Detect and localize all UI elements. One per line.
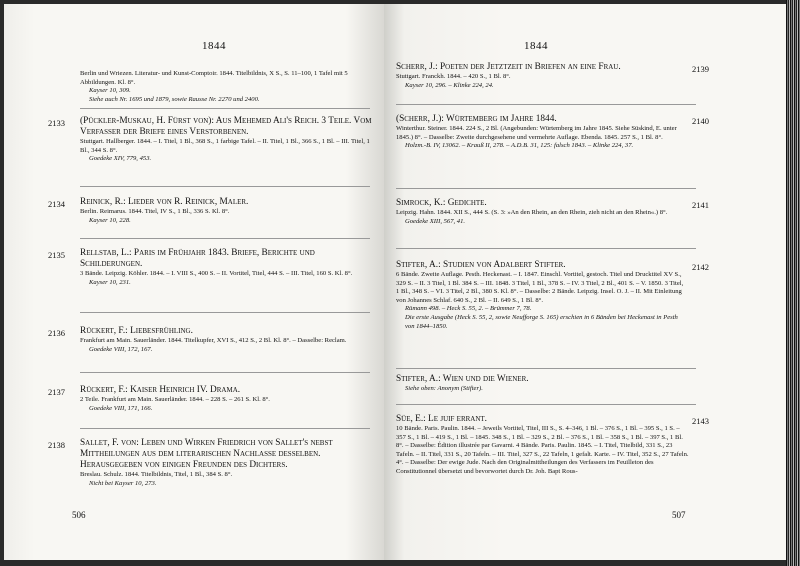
entry-2139 — [396, 62, 684, 90]
entry-divider — [80, 372, 370, 373]
entry-2137 — [80, 385, 372, 413]
entry-reference: Holzm.-B. IV, 13062. – Krauß II, 278. – A.D.B. 31, 125: falsch 1843. – Klinke 224, 37. — [405, 142, 634, 150]
entry-stifter-wien — [396, 374, 688, 394]
entry-reference: Siehe auch Nr. 1695 und 1879, sowie Rausse Nr. 2270 und 2400. — [89, 95, 260, 103]
left-page — [4, 4, 384, 560]
entry-number: 2143 — [692, 416, 709, 426]
entry-number: 2139 — [692, 64, 709, 74]
entry-reference: Kayser 10, 309. — [89, 87, 131, 95]
entry-reference: Goedeke VIII, 171, 166. — [89, 404, 153, 412]
entry-title: (Scherr, J.): Würtemberg im Jahre 1844. — [396, 114, 557, 124]
entry-reference: Siehe oben: Anonym (Stifter). — [405, 385, 483, 392]
entry-reference: Nicht bei Kayser 10, 273. — [89, 479, 157, 487]
entry-imprint: Frankfurt am Main. Sauerländer. 1844. Titelkupfer, XVI S., 412 S., 2 Bl. Kl. 8°. – Dasselbe: Reclam. — [80, 337, 347, 344]
book-edge — [786, 0, 800, 566]
entry-imprint: Leipzig. Hahn. 1844. XII S., 444 S. (S. 3: »An den Rhein, an den Rhein, zieh nicht an den Rhein«.) 8°. — [396, 209, 668, 216]
entry-title: Rellstab, L.: Paris im Frühjahr 1843. Briefe, Berichte und Schilderungen. — [80, 248, 315, 269]
entry-imprint: 6 Bände. Zweite Auflage. Pesth. Heckenast. – I. 1847. Einschl. Vortitel, gestoch. Titel und Drucktitel XV S., 329 S. – II. 3 Titel, 1 Bl. 384 S. – III. 1848. 3 Titel, 1 Bl., 378 S. – IV. 3 Titel, 2 Bl., 401 S. – V. 1850. 3 Titel, 1 Bl., 348 S. – VI. 3 Titel, 2 Bl., 380 S. Kl. 8°. – Dasselbe: 2 Bände. Leipzig. Insel. O. J. – II. Mit Einleitung von Johannes Schlaf. 640 S., 2 Bl. – II. 649 S., 1 Bl. 8°. — [396, 271, 684, 304]
entry-2138 — [80, 438, 374, 488]
entry-2133 — [80, 116, 372, 164]
entry-divider — [396, 404, 696, 405]
entry-reference: Kayser 10, 296. – Klinke 224, 24. — [405, 81, 494, 89]
entry-2134 — [80, 197, 372, 225]
entry-2135 — [80, 248, 374, 287]
entry-reference: Goedeke VIII, 172, 167. — [89, 345, 153, 353]
entry-number: 2140 — [692, 116, 709, 126]
entry-imprint: Berlin. Reimarus. 1844. Titel, IV S., 1 Bl., 336 S. Kl. 8°. — [80, 208, 230, 215]
entry-imprint: Winterthur. Steiner. 1844. 224 S., 2 Bl. (Angebunden: Würtemberg im Jahre 1845. Siehe Süskind, E. unter 1845.) 8°. – Dasselbe: Zweite durchgesehene und vermehrte Auflage. Ebenda. 1845. 257 S., 1 Bl. 8°. — [396, 125, 677, 141]
entry-imprint: Stuttgart. Franckh. 1844. – 420 S., 1 Bl. 8°. — [396, 73, 511, 80]
entry-reference: Goedeke XIII, 567, 41. — [405, 217, 466, 225]
entry-divider — [80, 428, 370, 429]
entry-number: 2138 — [48, 440, 65, 450]
entry-title: Stifter, A.: Studien von Adalbert Stifter. — [396, 260, 566, 270]
entry-2136 — [80, 326, 372, 354]
entry-title: Rückert, F.: Kaiser Heinrich IV. Drama. — [80, 385, 241, 395]
entry-2140 — [396, 114, 688, 151]
entry-number: 2142 — [692, 262, 709, 272]
entry-reference: Die erste Ausgabe (Heck S. 55, 2, sowie Neufforge S. 165) erschien in 6 Bänden bei Heckenast in Pesth von 1844–1850. — [405, 313, 678, 330]
entry-title: Reinick, R.: Lieder von R. Reinick, Maler. — [80, 197, 249, 207]
entry-title: Simrock, K.: Gedichte. — [396, 198, 487, 208]
entry-2141 — [396, 198, 688, 226]
right-page — [384, 4, 790, 560]
entry-reference: Rümann 498. – Heck S. 55, 2. – Brümmer 7, 78. — [405, 305, 532, 313]
entry-divider — [396, 368, 696, 369]
entry-number: 2137 — [48, 387, 65, 397]
entry-imprint: 2 Teile. Frankfurt am Main. Sauerländer. 1844. – 228 S. – 261 S. Kl. 8°. — [80, 396, 270, 403]
entry-reference: Kayser 10, 228. — [89, 216, 131, 224]
entry-title: Süe, E.: Le juif errant. — [396, 414, 487, 424]
entry-divider — [396, 248, 696, 249]
entry-divider — [396, 104, 696, 105]
entry-number: 2135 — [48, 250, 65, 260]
entry-divider — [80, 238, 370, 239]
entry-imprint: 3 Bände. Leipzig. Köhler. 1844. – I. VIII S., 400 S. – II. Vortitel, Titel, 444 S. – III. Titel, 160 S. Kl. 8°. — [80, 270, 353, 277]
entry-imprint: Stuttgart. Hallberger. 1844. – I. Titel, 1 Bl., 368 S., 1 farbige Tafel. – II. Titel, 1 Bl., 366 S., 1 Bl. – III. Titel, 1 Bl., 344 S. 8°. — [80, 138, 370, 154]
page-number: 507 — [672, 510, 686, 520]
entry-reference: Kayser 10, 231. — [89, 278, 131, 286]
entry-title: Scherr, J.: Poeten der Jetztzeit in Briefen an eine Frau. — [396, 62, 621, 72]
entry-number: 2133 — [48, 118, 65, 128]
page-number: 506 — [72, 510, 86, 520]
entry-imprint: Breslau. Schulz. 1844. Titelbildnis, Titel, 1 Bl., 384 S. 8°. — [80, 471, 233, 478]
entry-imprint: Berlin und Wriezen. Literatur- und Kunst-Comptoir. 1844. Titelbildnis, X S., S. 11–100, 1 Tafel mit 5 Abbildungen. Kl. 8°. — [80, 70, 348, 86]
entry-title: Sallet, F. von: Leben und Wirken Friedrich von Sallet's nebst Mittheilungen aus dem literarischen Nachlasse desselben. Herausgegeben von einigen Freunden des Dichters. — [80, 438, 333, 470]
entry-title: (Pückler-Muskau, H. Fürst von): Aus Mehemed Ali's Reich. 3 Teile. Vom Verfasser der Briefe eines Verstorbenen. — [80, 116, 372, 137]
entry-2143 — [396, 414, 690, 477]
entry-2142 — [396, 260, 688, 331]
entry-number: 2141 — [692, 200, 709, 210]
entry-number: 2136 — [48, 328, 65, 338]
entry-divider — [396, 188, 696, 189]
entry-divider — [80, 312, 370, 313]
entry-continued — [80, 70, 370, 104]
entry-title: Rückert, F.: Liebesfrühling. — [80, 326, 193, 336]
running-head-year: 1844 — [202, 40, 226, 52]
entry-reference: Goedeke XIV, 779, 453. — [89, 155, 152, 163]
entry-title: Stifter, A.: Wien und die Wiener. — [396, 374, 529, 384]
entry-imprint: 10 Bände. Paris. Paulin. 1844. – Jeweils Vortitel, Titel, III S., S. 4–346, 1 Bl. – 376 S., 1 Bl. – 395 S., 1 S. – 357 S., 1 Bl. – 419 S., 1 Bl. – 1845. 348 S., 1 Bl. – 329 S., 2 Bl. – 376 S., 1 Bl. – 358 S., 1 Bl. – 397 S., 1 Bl. 8°. – Dasselbe: Édition illustrée par Gavarni. 4 Bände. Paris. Paulin. 1845. – I. Titel, Titelbild, 331 S., 23 Tafeln. – II. Titel, 331 S., 20 Tafeln. – III. Titel, 327 S., 22 Tafeln, 1 gefalt. Karte. – IV. Titel, 352 S., 27 Tafeln. 4°. – Dasselbe: Der ewige Jude. Nach den Originalmittheilungen des Verfassers im Feuilleton des Constitutionnel übersetzt und bevorwortet durch Dr. Joh. Bapt Rous- — [396, 425, 689, 475]
entry-divider — [80, 186, 370, 187]
entry-divider — [80, 108, 370, 109]
running-head-year: 1844 — [524, 40, 548, 52]
entry-number: 2134 — [48, 199, 65, 209]
